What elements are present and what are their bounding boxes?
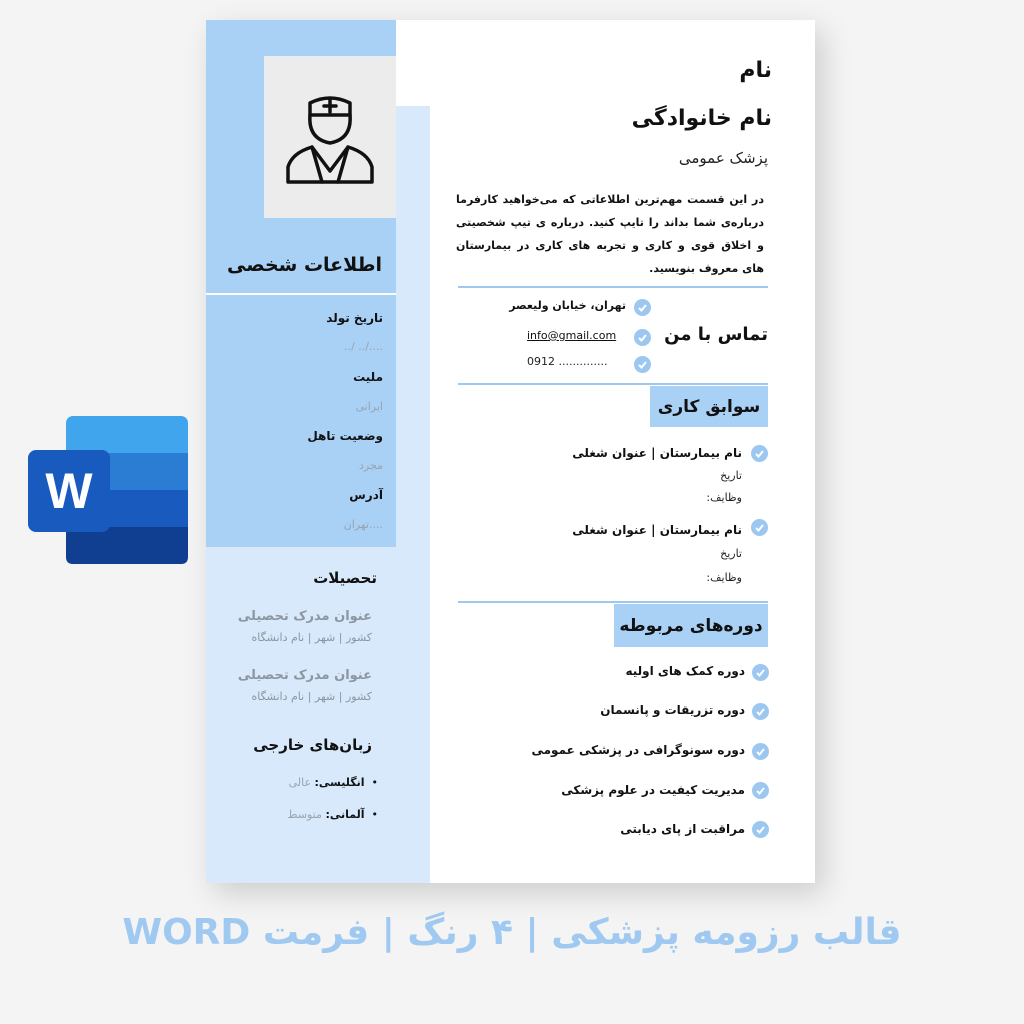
languages-title: زبان‌های خارجی — [253, 736, 372, 754]
experience-divider — [458, 601, 768, 603]
experience-duties-2: وظایف: — [706, 571, 742, 584]
job-title: پزشک عمومی — [678, 149, 768, 167]
check-icon — [752, 782, 769, 799]
address-label: آدرس — [349, 488, 383, 502]
course-item-1: دوره کمک های اولیه — [625, 664, 745, 678]
language-level: متوسط — [287, 808, 322, 821]
language-name: انگلیسی: — [314, 776, 365, 789]
language-level: عالی — [288, 776, 312, 789]
courses-title: دوره‌های مربوطه — [614, 604, 768, 647]
first-name: نام — [739, 58, 772, 83]
education-degree-2: عنوان مدرک تحصیلی — [237, 668, 372, 683]
summary-text: در این قسمت مهم‌ترین اطلاعاتی که می‌خواهید کارفرما درباره‌ی شما بداند را تایپ کنید. درباره ی تیپ شخصیتی و اخلاق قوی و کاری و تجربه های کاری در بیمارستان های معروف بنویسید. — [456, 193, 764, 275]
nationality-label: ملیت — [353, 370, 383, 384]
course-item-2: دوره تزریقات و پانسمان — [600, 703, 745, 717]
contact-title: تماس با من — [664, 324, 768, 345]
experience-duties-1: وظایف: — [706, 491, 742, 504]
bullet-icon: • — [364, 808, 378, 821]
check-icon — [751, 519, 768, 536]
language-item-2 — [287, 808, 378, 821]
marital-status-label: وضعیت تاهل — [307, 429, 383, 443]
check-icon — [752, 821, 769, 838]
education-place-1: کشور | شهر | نام دانشگاه — [251, 631, 372, 644]
contact-email[interactable]: info@gmail.com — [527, 329, 617, 342]
experience-heading-2: نام بیمارستان | عنوان شغلی — [572, 523, 742, 537]
address-value: تهران.... — [343, 518, 383, 531]
last-name: نام خانوادگی — [631, 106, 772, 131]
experience-title: سوابق کاری — [650, 386, 768, 427]
contact-address: تهران، خیابان ولیعصر — [509, 299, 626, 312]
profile-photo — [264, 56, 396, 218]
doctor-avatar-icon — [280, 87, 380, 187]
check-icon — [752, 703, 769, 720]
course-item-3: دوره سونوگرافی در پزشکی عمومی — [531, 743, 745, 757]
education-title: تحصیلات — [313, 569, 377, 587]
personal-info-divider — [206, 293, 396, 295]
check-icon — [752, 664, 769, 681]
contact-phone: 0912 .............. — [527, 355, 608, 368]
education-place-2: کشور | شهر | نام دانشگاه — [251, 690, 372, 703]
banner-title: قالب رزومه پزشکی | ۴ رنگ | فرمت WORD — [122, 912, 902, 953]
language-item-1 — [289, 776, 378, 789]
check-icon — [634, 356, 651, 373]
language-name: آلمانی: — [325, 808, 365, 821]
summary-divider — [458, 286, 768, 288]
check-icon — [634, 329, 651, 346]
experience-date-1: تاریخ — [720, 469, 742, 482]
marital-status-value: مجرد — [359, 459, 383, 472]
check-icon — [751, 445, 768, 462]
education-degree-1: عنوان مدرک تحصیلی — [237, 609, 372, 624]
page-notch — [396, 20, 430, 106]
personal-info-title: اطلاعات شخصی — [227, 254, 382, 276]
check-icon — [634, 299, 651, 316]
birthdate-label: تاریخ تولد — [326, 311, 383, 325]
experience-heading-1: نام بیمارستان | عنوان شغلی — [572, 446, 742, 460]
birthdate-value: ../ ../.... — [344, 340, 383, 353]
experience-date-2: تاریخ — [720, 547, 742, 560]
course-item-4: مدیریت کیفیت در علوم پزشکی — [561, 783, 745, 797]
word-logo-letter: W — [45, 463, 93, 519]
nationality-value: ایرانی — [355, 400, 383, 413]
course-item-5: مراقبت از پای دیابتی — [620, 822, 745, 836]
check-icon — [752, 743, 769, 760]
contact-divider — [458, 383, 768, 385]
bullet-icon: • — [364, 776, 378, 789]
word-logo-icon — [28, 416, 190, 564]
